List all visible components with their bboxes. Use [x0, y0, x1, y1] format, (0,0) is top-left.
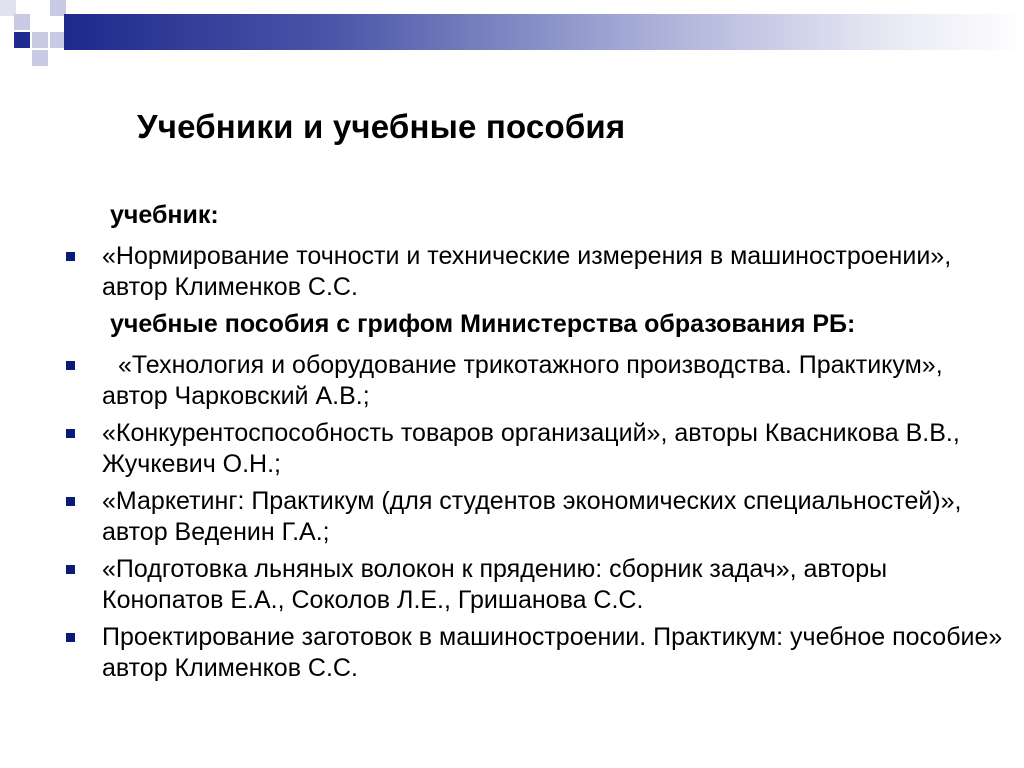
square-bullet-icon — [66, 497, 75, 506]
list-item-text: «Технология и оборудование трикотажного производства. Практикум», автор Чарковский А.В.; — [102, 351, 943, 410]
list-item-text: «Подготовка льняных волокон к прядению: сборник задач», авторы Конопатов Е.А., Соколов Л.Е., Гришанова С.С. — [102, 555, 888, 614]
header-gradient-band — [64, 14, 1024, 50]
list-item — [62, 622, 1012, 684]
decor-square — [32, 50, 48, 66]
square-bullet-icon — [66, 565, 75, 574]
slide-content — [62, 200, 1012, 690]
decor-square — [14, 14, 30, 30]
decor-square — [14, 32, 30, 48]
square-bullet-icon — [66, 429, 75, 438]
list-item — [62, 486, 1012, 548]
square-bullet-icon — [66, 361, 75, 370]
list-item-text: «Маркетинг: Практикум (для студентов экономических специальностей)», автор Веденин Г.А.; — [102, 487, 962, 546]
list-item — [62, 554, 1012, 616]
list-item — [62, 241, 1012, 303]
list-item-text: Проектирование заготовок в машиностроении. Практикум: учебное пособие» автор Клименков С.С. — [102, 623, 1003, 682]
list-item-text: «Нормирование точности и технические измерения в машиностроении», автор Клименков С.С. — [102, 242, 952, 301]
manuals-list — [62, 350, 1012, 684]
decor-square — [32, 32, 48, 48]
slide-title: Учебники и учебные пособия — [137, 108, 626, 145]
textbook-list — [62, 241, 1012, 303]
list-item — [62, 418, 1012, 480]
square-bullet-icon — [66, 633, 75, 642]
section-heading-manuals: учебные пособия с грифом Министерства образования РБ: — [110, 310, 856, 338]
section-heading-textbook: учебник: — [110, 201, 219, 229]
square-bullet-icon — [66, 252, 75, 261]
list-item-text: «Конкурентоспособность товаров организаций», авторы Квасникова В.В., Жучкевич О.Н.; — [102, 419, 960, 478]
list-item — [62, 350, 1012, 412]
